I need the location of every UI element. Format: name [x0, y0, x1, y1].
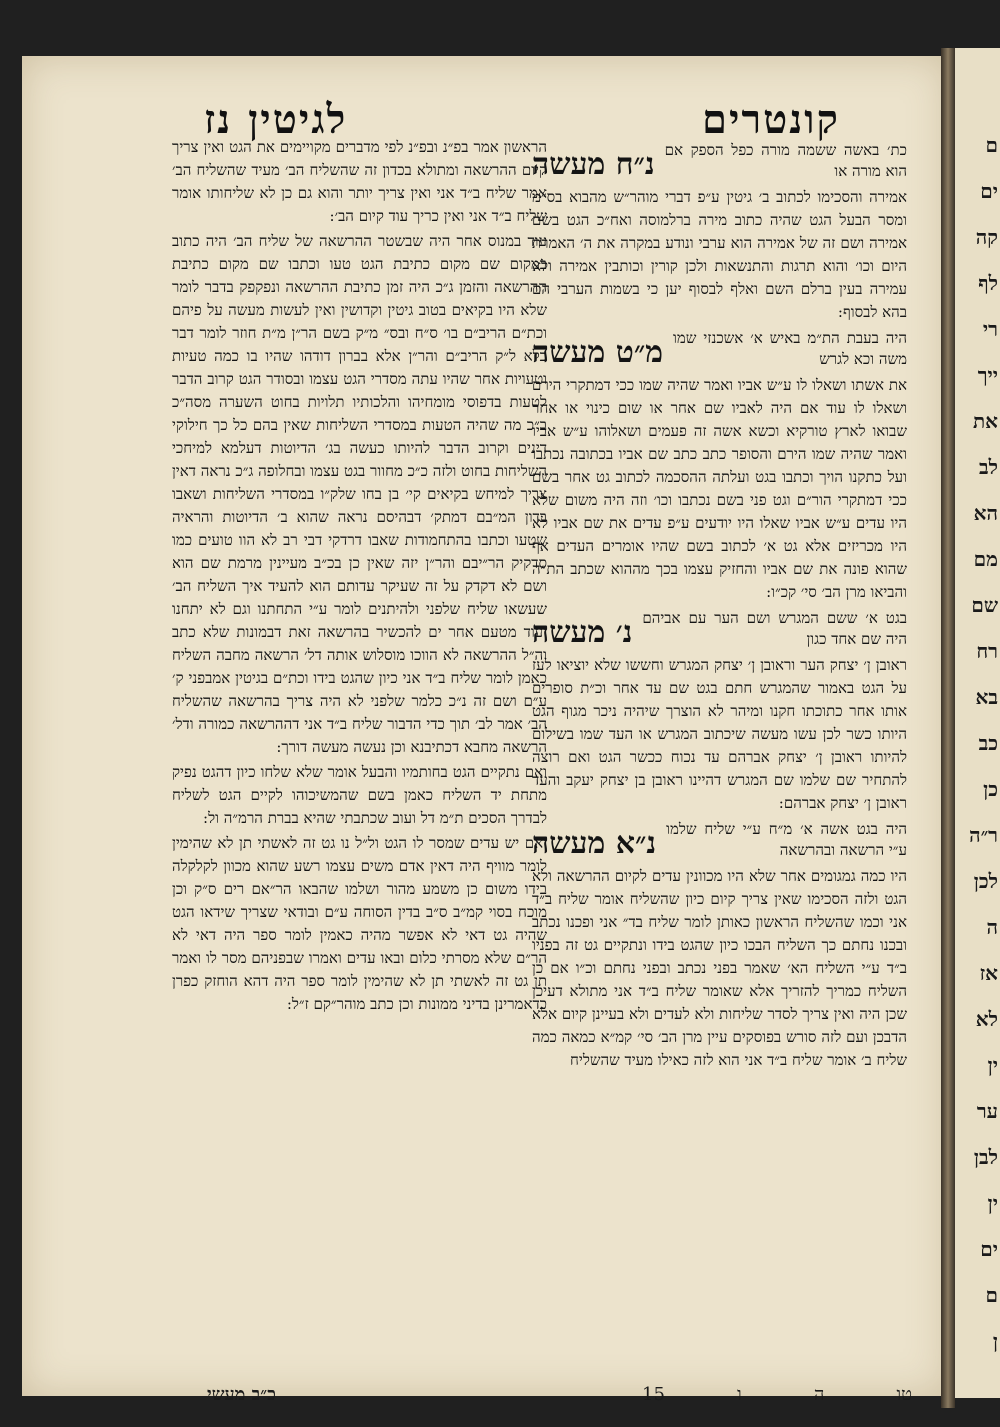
next-page-edge — [955, 48, 1000, 1398]
next-page-fragment: ער — [976, 1099, 998, 1123]
next-page-fragment: ר״ה — [969, 823, 998, 847]
next-page-fragment: אז — [979, 961, 998, 985]
section-label: נ״ח מעשה — [532, 147, 655, 182]
next-page-fragment: לא — [975, 1007, 998, 1031]
right-column — [532, 136, 907, 1074]
section-label: מ״ט מעשה — [532, 335, 664, 370]
running-head-left: לגיטין נז — [204, 96, 348, 143]
manuscript-page — [22, 56, 947, 1405]
next-page-fragment: לף — [978, 271, 998, 295]
signature-catchword: כ״ב מעשי — [207, 1384, 276, 1405]
next-page-fragment: ם — [985, 133, 998, 157]
foliation-marks — [642, 1384, 912, 1405]
section-heading — [532, 608, 907, 650]
running-head-right: קונטרים — [702, 96, 840, 143]
next-page-fragment: לכן — [973, 869, 998, 893]
next-page-fragment: ם — [985, 1283, 998, 1307]
section-intro: היה בעבת הת״מ באיש א׳ אשכנזי שמו משה וכא לגרש — [673, 329, 907, 368]
section-label: נ׳ מעשה — [532, 615, 633, 650]
paragraph: ואם נתקיים הגט בחותמיו והבעל אומר שלא שלחו כיון דהגט נפיק מתחת יד השליח כאמן בשם שהמשיכוהו לקיים הגט לשליח לבדרך הסכים ת״מ דל ועוב שכתבתי שהיא בברת הרמ״ה ול: — [172, 763, 547, 827]
foliation-mark: 15 — [642, 1384, 665, 1405]
next-page-fragment: ין — [987, 1191, 998, 1215]
next-page-fragment: קה — [975, 225, 998, 249]
next-page-fragment: מם — [973, 547, 998, 571]
next-page-fragment: כן — [983, 777, 998, 801]
book-gutter — [941, 48, 955, 1408]
next-page-fragment: ין — [987, 1053, 998, 1077]
left-column — [172, 136, 547, 1018]
section-heading — [532, 819, 907, 861]
paragraph: עוד במנוס אחר היה שבשטר ההרשאה של שליח הב׳ היה כתוב במקום שם מקום כתיבת הגט טעו וכתבו שם מקום כתיבת ההרשאה והזמן ג״כ היה זמן כתיבת ההרשאה ונפקפק בדבר לומר שלא היו בקיאים בטוב גיטין וקדושין ואין לעשות מעשה על פיהם וכת״ם הריב״ם בו׳ ס״ח ובס״ מ״ק בשם הר״ן מ״ת חוזר לומר דבר כלא ל״ק הריב״ם והר״ן אלא בברון דודהו שהיו בו כמה טעיות וטעויות אחר שהיו עתה מסדרי הגט עצמו ובסודר הגט קרוב הדבר לטעות בדפוסי מומחיהו והלכותיו תלויות בחוט השערה מסה״כ ב״כ מה שהיה הטעות במסדרי השליחות שאין בהם כל כך חילוקי דינים וקרוב הדבר להיותו כעשה בג׳ הדיוטות דעלמא למיחכי השליחות בחוט ולזה כ״כ מחוור בגט עצמו ובחלופה ג״כ נראה דאין צריך למיחש בקיאים קי׳ בן בחו שלק״ו במסדרי השליחות ושאבו בדון המ״בם דמתק׳ דבהיסם נראה שהוא ב׳ הדיוטות והראיה שטעו וכתבו בהתחמודות שאבו דרדקי דבי רב לא הוו טועים כמו סדקיק הר״יבם והר״ן יזה שאין כן בכ״ב מעיינין מרמת שם הוא ושם לא דקדק על זה שעיקר עדותם הוא להעיד איך השליח הב׳ שעשאו שליח שלפני ולהיתנים לומר ע״י התחתנו וגם לא יתחנו ועוד מטעם אחר ים להכשיר בהרשאה זאת דבמונות שלא כתב וה״ל ההרשאה לא הווכו מוסלוש אותה דל׳ הרשאה מחבה השליח כאמן לומר שליח ב״ד אני כיון שהגט בידו וכת״ם בגיטין אמבפני ק׳ ע״ם ושם זה נ״כ כלמר שלפני לא היה צריך בהרשאה שהשליח הב׳ אמר לב׳ תוך כדי הדבור שליח ב״ד אני דההרשאה כמורה ודל׳ הרשאה מחבא דכתיבנא וכן נעשה מעשה דורך: — [171, 232, 547, 756]
section-body: את אשתו ושאלו לו ע״ש אביו ואמר שהיה שמו ככי דמתקרי הירם ושאלו לו עוד אם היה לאביו שם אחר או שום כינוי או אחר שבואו לארץ טורקיא וכשא אשה זה פעמים ושאלוהו ע״ש אביו ואמר שהיה שמו הירם והסופר כתב כתב שם אביו בכתובה נכתבו ועל כתקנו הויך וכתבו בגט ועלתה ההסכמה לכתוב גט אחר בשם ככי דמתקרי הור״ם וגט פני בשם נכתבו וכו׳ וזה היה משום שלא היו עדים ע״ש אביו שאלו היו יודעים ע״פ עדים את שם אביו לא היו מכריזים אלא גט א׳ לכתוב בשם שהיו אומרים העדים אף שהוא פונה את שם אביו והחזיק עצמו בכך מההוא שכתב הת״ה והביאו מרן הב׳ סי׳ קכ״ו: — [532, 376, 907, 601]
next-page-fragment: רי — [982, 317, 998, 341]
next-page-fragment: את — [972, 409, 998, 433]
next-page-fragment: הא — [973, 501, 998, 525]
section-body: אמירה והסכימו לכתוב ב׳ גיטין ע״פ דברי מוהר״ש מהבוא בס״מ ומסר הבעל הגט שהיה כתוב מירה ברלמוסה ואח״כ הגט בשם אמירה ושם זה של אמירה הוא ערבי ונודע במקרה את ה׳ האמרת היום וכו׳ והוא תרגות והתנשאות ולכן קורין וכותבין אמירה ולא עמירה בעין ברלם השם ואלף לבסוף יען כי בשמות הערבי הם בהא לבסוף: — [532, 188, 907, 321]
foliation-mark: ו — [737, 1384, 742, 1405]
section-body: ראובן ן׳ יצחק הער וראובן ן׳ יצחק המגרש וחששו שלא יוציאו לעז על הגט באמור שהמגרש חתם בגט שם עד אחר וכ״ת סופרים אותו אחר כתוכתו חקנו ומיהר לא הוצרך שיהיה ניכר מגוף הגט היותו כשר לכן עשו מעשה שיכתוב המגרש או העד שמו בשילום להיותו ראובן ן׳ יצחק אברהם עד נכוח ככשר הגט ואם רוצה להתחיר שם שלמו שם המגרש דהיינו ראובן בן יצחק יעקב והעד ראובן ן׳ יצחק אברהם: — [532, 656, 907, 812]
section-intro: היה בגט אשה א׳ מ״ח ע״י שליח שלמו ע״י הרשאה ובהרשאה — [666, 820, 907, 859]
next-page-fragment: ה — [986, 915, 998, 939]
next-page-fragment: שם — [971, 593, 998, 617]
section-label: נ״א מעשה — [532, 826, 657, 861]
next-page-fragment: ייך — [977, 363, 998, 387]
next-page-fragment: לב — [979, 455, 998, 479]
next-page-fragment: ן — [992, 1329, 998, 1353]
paragraph: ואם יש עדים שמסר לו הגט ול״ל נו גט זה לאשתי תן לא שהימין לומר מוויף היה דאין אדם משים עצמו רשע שהוא מכוון לקלקלה בידו משום כן משמע מהור ושלמו שהבאו הר״אם רים ס״ק וכן מוכח בסוי קמ״ב ס״ב בדין הסוחה ע״ם ובודאי שצריך שידאו הגט שהיה גט דאי לא אפשר מהיה כאמין לומר ספר היה דאי לא הר״ם שלא מסרתי כלום ובאו עדים ואמרו שבפניהם מסר לו ואמר תן גט זה לאשתי תן לא שהימין לומר ספר היה דהא הוחזק כפרן כדאמרינן בדיני ממונות וכן כתב מוהר״קם ז״ל: — [172, 834, 547, 1013]
section-heading — [532, 140, 907, 182]
section-body: היו כמה גמגומים אחר שלא היו מכוונין עדים לקיום ההרשאה ולא הגט ולזה הסכימו שאין צריך קיום כיון שהשליח אומר שליח ב״ד אני וכמו שהשליח הראשון כאותן לומר שליח בד״ אני ופכנו נכתב ובכנו נחתם כך השליח הבכו כיון שהגט בידו ונתקיים גט זה בפניו ב״ד ע״י השליח הא׳ שאמר בפני נכתב ובפני נחתם וכ״ו אם כן השליח כמריך להזריך אלא שאומר שליח ב״ד אני מתולא דעיכן שכן היה ואין צריך לסדר שליחות ולא לעדים ולא בעיינן קיום אלא הדבכן ועם לזה סורש בפוסקים עיין מרן הב׳ סי׳ קמ״א כמאה כמה שליח ב׳ אומר שליח ב״ד אני הוא לזה כאילו מעיד שהשליח — [532, 867, 907, 1069]
next-page-fragment: רח — [976, 639, 998, 663]
next-page-fragment: בא — [975, 685, 998, 709]
next-page-fragment: כב — [978, 731, 998, 755]
paragraph: הראשון אמר בפ״נ ובפ״נ לפי מדברים מקויימים את הגט ואין צריך קיום ההרשאה ומתולא בכדון זה שהשליח הב׳ מעיד שהשליח הב׳ אמר שליח ב״ד אני ואין צריך יותר והוא גם כן לא שליחותו אומר שליח ב״ד אני ואין כריך עוד קיום הב׳: — [172, 138, 547, 225]
foliation-mark: ה — [813, 1384, 825, 1405]
next-page-fragment: ים — [980, 179, 998, 203]
next-page-fragment: לבן — [973, 1145, 998, 1169]
section-intro: כת׳ באשה ששמה מורה כפל הספק אם הוא מורה או — [664, 141, 907, 180]
section-intro: בגט א׳ ששם המגרש ושם הער עם אביהם היה שם אחד כגון — [642, 609, 907, 648]
next-page-fragment: ים — [980, 1237, 998, 1261]
foliation-mark: טו — [896, 1384, 912, 1405]
section-heading — [532, 328, 907, 370]
